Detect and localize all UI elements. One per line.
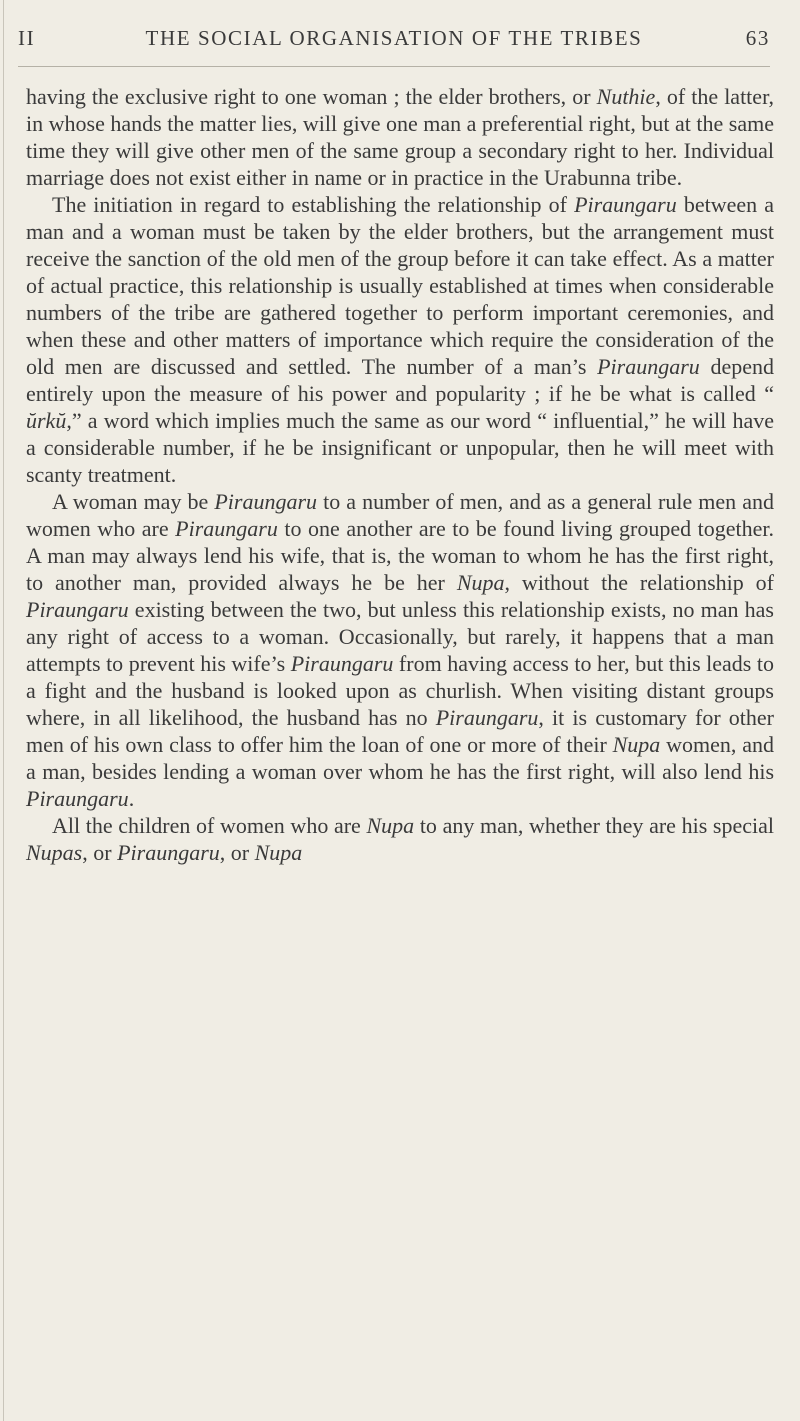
text-run: , or	[219, 840, 255, 865]
italic-term: ŭrkŭ	[26, 408, 67, 433]
text-run: to any man, whether they are his special	[414, 813, 774, 838]
text-run: between a man and a woman must be taken by the elder brothers, but the arrangement must receive the sanction of the old men of the group before it can take effect. As a matter of actual practice, this relationship is usually established at times when considerable numbers of the tribe are gathered together to perform important ceremonies, and when these and other matters of importance which require the consideration of the old men are discussed and settled. The number of a man’s	[26, 192, 774, 379]
paragraph	[26, 191, 774, 488]
paragraph	[26, 812, 774, 866]
paragraph	[26, 488, 774, 812]
running-header	[18, 20, 770, 54]
italic-term: Piraungaru	[26, 597, 129, 622]
text-run: , or	[82, 840, 118, 865]
text-run: from having access to her, but this leads to a fight and the husband is looked upon as churlish. When visiting distant groups where, in all likelihood, the husband has no	[26, 651, 775, 730]
text-run: to one another are to be found living grouped together. A man may always lend his wife, that is, the woman to whom he has the first right, to another man, provided always he be her	[26, 516, 774, 595]
text-run: All the children of women who are	[52, 813, 367, 838]
chapter-number: II	[18, 26, 36, 50]
italic-term: Nupa	[456, 570, 505, 595]
text-run: , of the latter, in whose hands the matter lies, will give one man a preferential right, but at the same time they will give other men of the same group a secondary right to her. Individual marriage does not exist either in name or in practice in the Urabunna tribe.	[26, 84, 775, 190]
text-run: having the exclusive right to one woman ; the elder brothers, or	[26, 84, 597, 109]
header-rule	[18, 66, 770, 67]
italic-term: Piraungaru	[597, 354, 700, 379]
text-run: ,” a word which implies much the same as our word “ influential,” he will have a considerable number, if he be insignificant or unpopular, then he will meet with scanty treatment.	[26, 408, 774, 487]
italic-term: Nupa	[254, 840, 303, 865]
text-run: depend entirely upon the measure of his power and popularity ; if he be what is called “	[26, 354, 774, 406]
running-title: THE SOCIAL ORGANISATION OF THE TRIBES	[145, 26, 643, 50]
italic-term: Piraungaru	[290, 651, 394, 676]
italic-term: Piraungaru	[574, 192, 677, 217]
italic-term: Nupas	[26, 840, 83, 865]
text-run: .	[128, 786, 135, 811]
paragraph	[26, 83, 774, 191]
italic-term: Piraungaru	[117, 840, 220, 865]
page-margin-line	[3, 0, 4, 1421]
italic-term: Nupa	[612, 732, 661, 757]
page-number: 63	[745, 26, 770, 50]
text-run: A woman may be	[52, 489, 215, 514]
italic-term: Piraungaru	[175, 516, 278, 541]
text-run: to a number of men, and as a general rule men and women who are	[26, 489, 774, 541]
italic-term: Piraungaru	[214, 489, 318, 514]
text-run: women, and a man, besides lending a woman over whom he has the first right, will also lend his	[26, 732, 774, 784]
body-text	[26, 83, 774, 866]
italic-term: Piraungaru	[435, 705, 539, 730]
text-run: The initiation in regard to establishing the relationship of	[52, 192, 575, 217]
text-run: , without the relationship of	[504, 570, 775, 595]
text-run: existing between the two, but unless this relationship exists, no man has any right of access to a woman. Occasionally, but rarely, it happens that a man attempts to prevent his wife’s	[26, 597, 774, 676]
text-run: , it is customary for other men of his own class to offer him the loan of one or more of their	[26, 705, 774, 757]
italic-term: Nupa	[366, 813, 415, 838]
italic-term: Piraungaru	[26, 786, 129, 811]
italic-term: Nuthie	[596, 84, 656, 109]
